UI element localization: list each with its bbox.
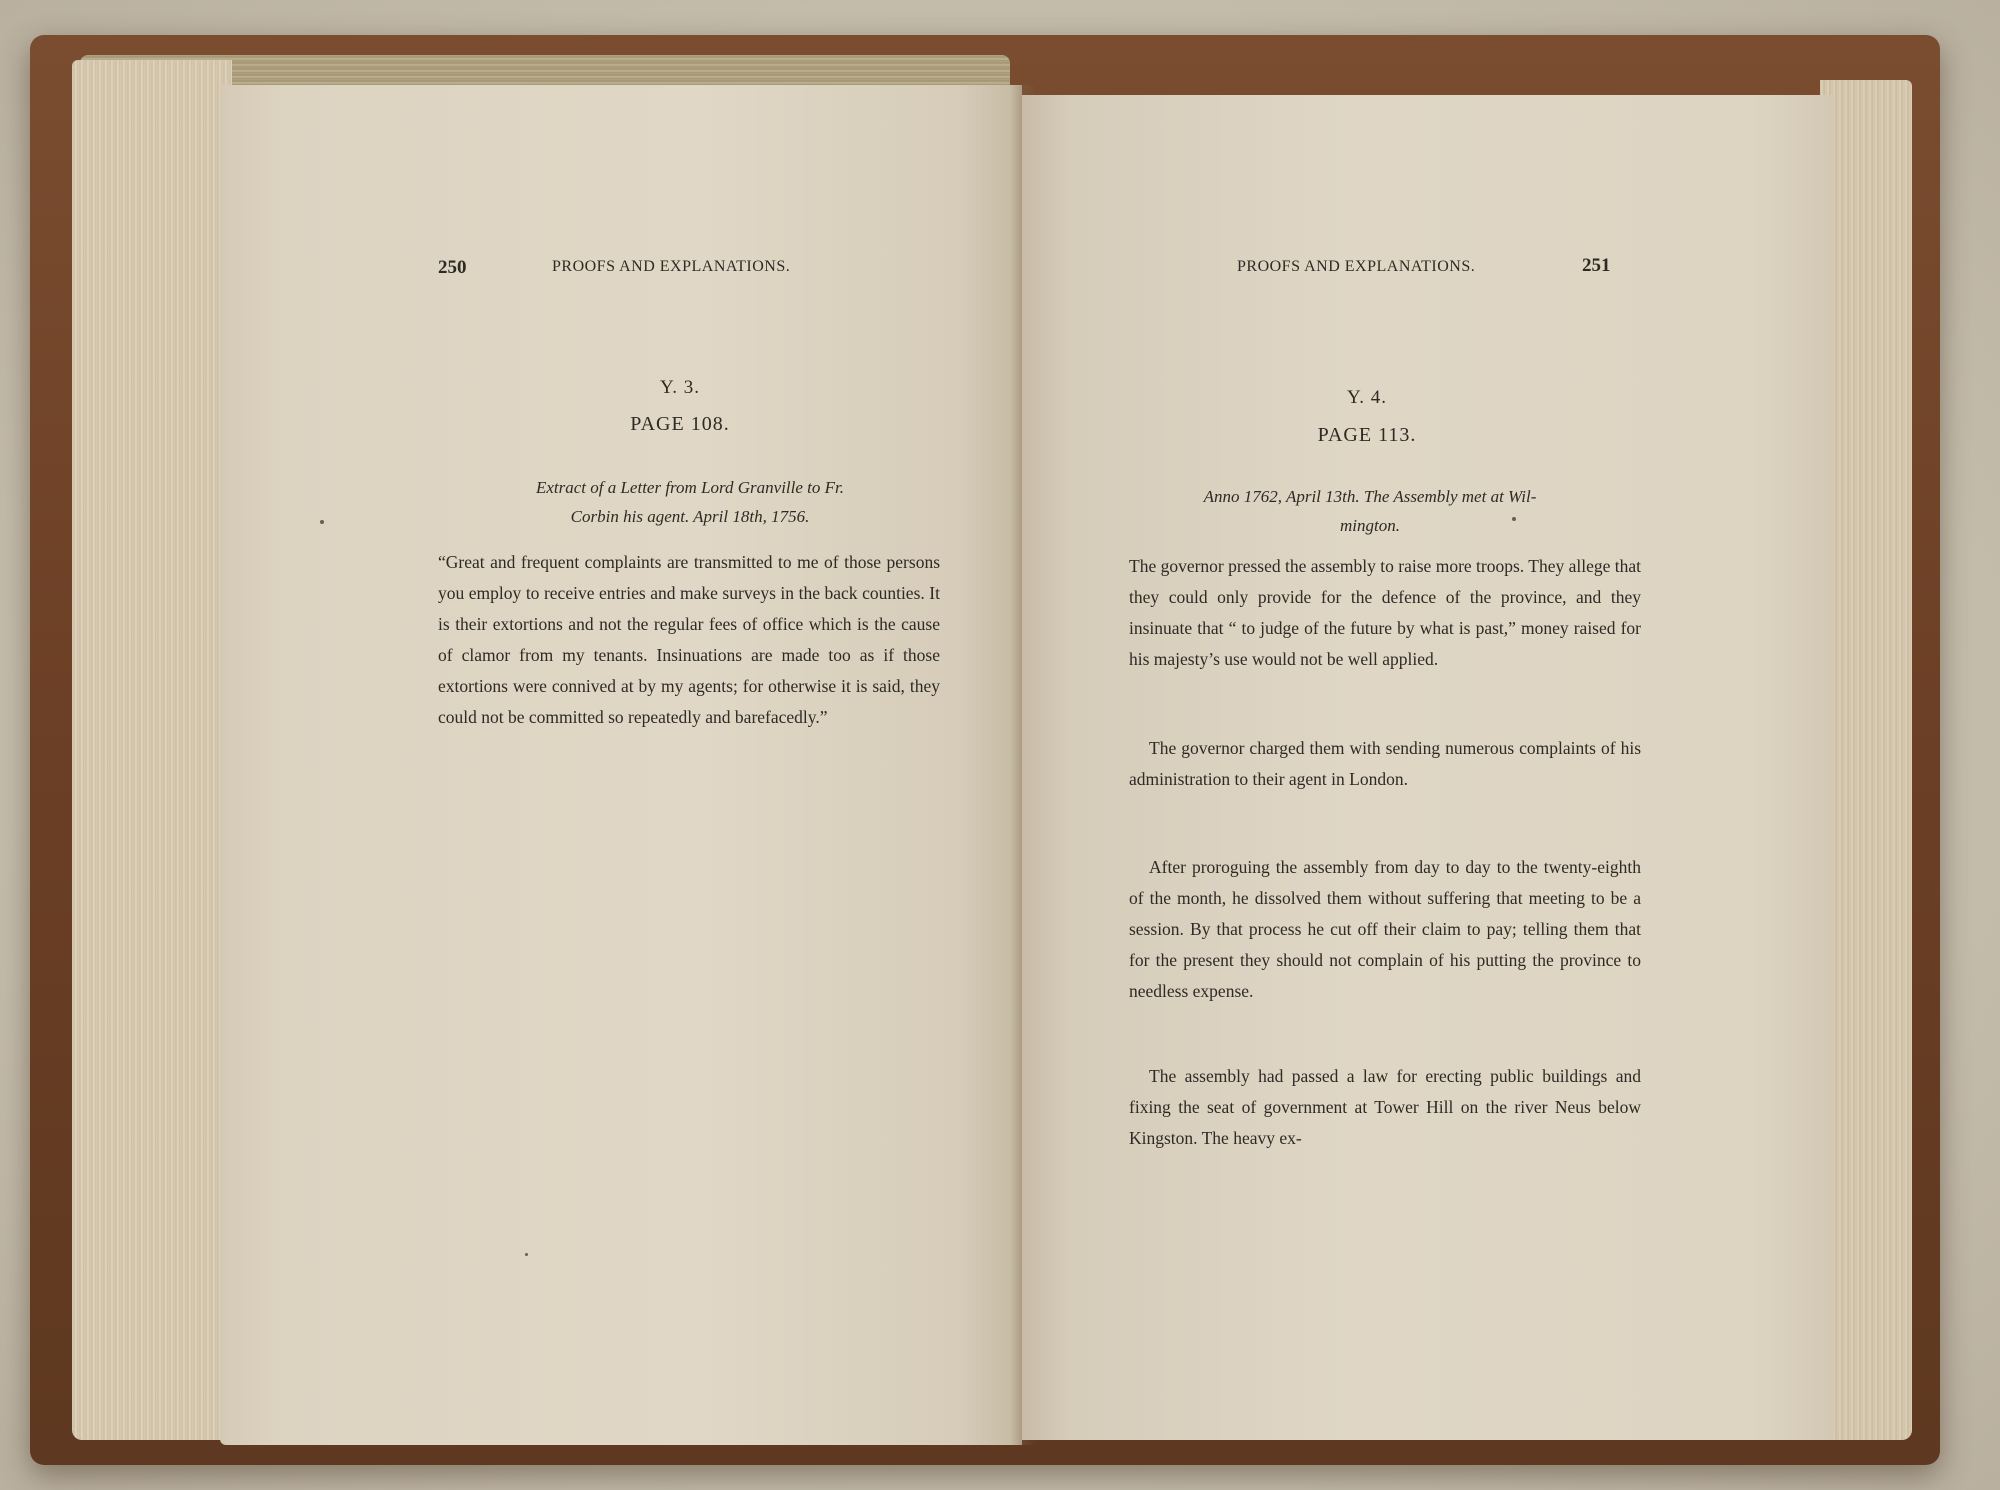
right-paragraph-2: The governor charged them with sending numerous complaints of his administration to their agent in London. xyxy=(1129,738,1641,789)
page-spot xyxy=(1512,517,1516,521)
right-page-number: 251 xyxy=(1582,255,1611,276)
right-page xyxy=(1022,95,1834,1440)
right-caption-line2: mington. xyxy=(1340,516,1400,535)
right-paragraph-3: After proroguing the assembly from day to day to the twenty-eighth of the month, he dissolved them without suffering that meeting to be a session. By that process he cut off their claim to pay; telling them that for the present they should not complain of his putting the province to needless expense. xyxy=(1129,857,1641,1001)
right-page-ref: PAGE 113. xyxy=(1317,424,1417,446)
left-section-id: Y. 3. xyxy=(659,377,701,398)
left-body-paragraph: “Great and frequent complaints are transmitted to me of those persons you employ to receive entries and make surveys in the back counties. It is their extortions and not the regular fees of office which is the cause of clamor from my tenants. Insinuations are made too as if those extortions were connived at by my agents; for otherwise it is said, they could not be committed so repeatedly and barefacedly.” xyxy=(438,552,940,727)
right-paragraph-4: The assembly had passed a law for erecting public buildings and fixing the seat of government at Tower Hill on the river Neus below Kingston. The heavy ex- xyxy=(1129,1066,1641,1148)
left-page-ref: PAGE 108. xyxy=(630,413,730,435)
page-spot xyxy=(320,520,324,524)
left-caption-line2: Corbin his agent. April 18th, 1756. xyxy=(570,507,810,526)
page-spot xyxy=(525,1253,528,1256)
left-page-number: 250 xyxy=(438,257,467,278)
right-paragraph-1: The governor pressed the assembly to raise more troops. They allege that they could only provide for the defence of the province, and they insinuate that “ to judge of the future by what is past,” money raised for his majesty’s use would not be well applied. xyxy=(1129,556,1641,669)
left-caption-line1: Extract of a Letter from Lord Granville to Fr. xyxy=(535,478,845,497)
page-block-left-edge xyxy=(72,60,232,1440)
left-running-head: PROOFS AND EXPLANATIONS. xyxy=(552,258,791,275)
right-caption-line1: Anno 1762, April 13th. The Assembly met at Wil- xyxy=(1203,487,1537,506)
left-page xyxy=(220,85,1022,1445)
right-section-id: Y. 4. xyxy=(1346,387,1388,408)
right-running-head: PROOFS AND EXPLANATIONS. xyxy=(1237,258,1476,275)
